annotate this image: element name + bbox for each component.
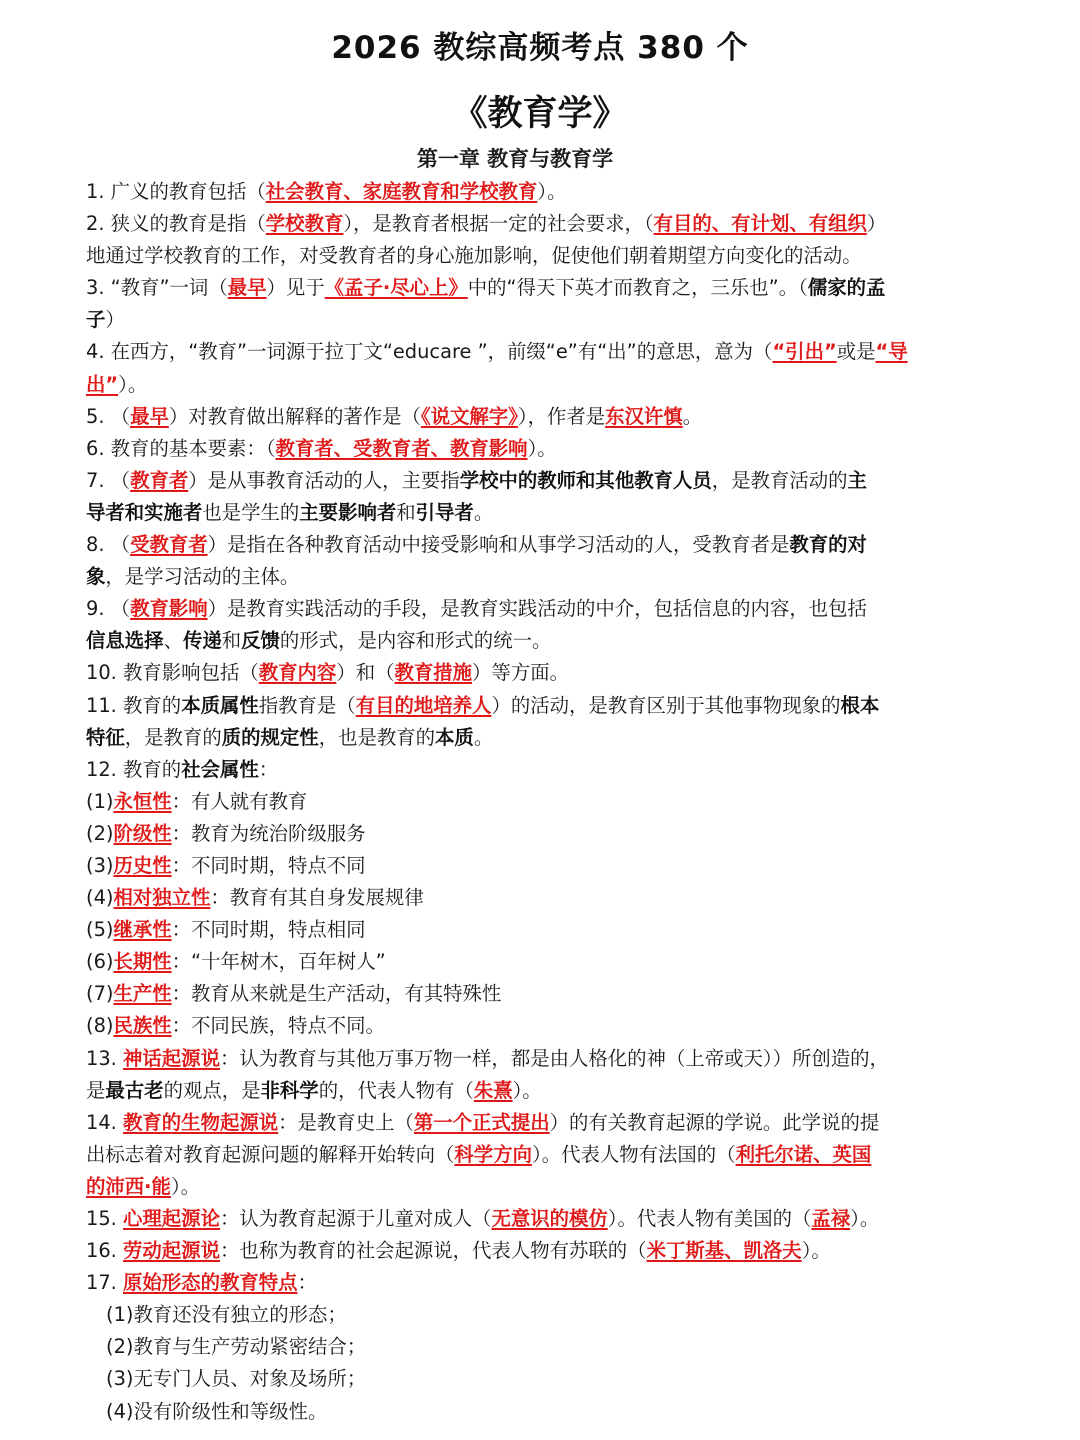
key-term: 阶级性: [113, 821, 172, 845]
note-line: [86, 1075, 946, 1107]
list-item-text: (3)无专门人员、对象及场所；: [106, 1367, 367, 1391]
note-text: 4. 在西方，“教育”一词源于拉丁文“educare ”，前缀“e”有“出”的意思，意为（: [86, 340, 773, 364]
note-text: ）见于: [266, 276, 325, 300]
note-text: ）。: [527, 436, 557, 460]
note-text: ）是教育实践活动的手段，是教育实践活动的中介，包括信息的内容，也包括: [207, 597, 867, 621]
note-text: 地通过学校教育的工作，对受教育者的身心施加影响，促使他们朝着期望方向变化的活动。: [86, 244, 862, 268]
note-text: ）: [866, 212, 887, 236]
note-text: 中的“得天下英才而教育之，三乐也”。（: [467, 276, 808, 300]
note-text: 5. （: [86, 404, 131, 428]
bold-term: 根本: [840, 693, 880, 717]
note-text: (2): [86, 821, 114, 845]
note-line: [86, 304, 946, 336]
note-line: [86, 914, 946, 946]
note-line: [86, 882, 946, 914]
note-text: ：也称为教育的社会起源说，代表人物有苏联的（: [219, 1239, 647, 1263]
note-text: 6. 教育的基本要素：（: [86, 436, 276, 460]
bold-term: 儒家的孟: [807, 276, 886, 300]
note-text: ：教育有其自身发展规律: [210, 886, 424, 910]
note-line: [86, 497, 946, 529]
bold-term: 特征: [86, 725, 125, 749]
note-line: [86, 1043, 946, 1075]
note-text: 指教育是（: [258, 693, 356, 717]
key-term: 教育措施: [394, 661, 473, 685]
key-term: 有目的、有计划、有组织: [653, 212, 867, 236]
note-text: ）。代表人物有法国的（: [531, 1142, 736, 1166]
note-text: 1. 广义的教育包括（: [86, 180, 266, 203]
key-term: 第一个正式提出: [413, 1110, 550, 1134]
list-item-text: (1)教育还没有独立的形态；: [106, 1303, 347, 1327]
note-text: (7): [86, 982, 114, 1006]
note-line: [86, 1107, 946, 1139]
key-term: 科学方向: [454, 1142, 532, 1166]
chapter-heading: 第一章 教育与教育学: [416, 147, 614, 171]
key-term: 生产性: [113, 982, 172, 1006]
note-line: [86, 1299, 946, 1331]
note-text: ，是学习活动的主体。: [105, 565, 300, 589]
note-line: [86, 1235, 946, 1267]
bold-term: 本质: [435, 725, 474, 749]
note-text: 2. 狭义的教育是指（: [86, 212, 266, 236]
key-term: 教育的生物起源说: [123, 1110, 279, 1134]
note-text: ）的有关教育起源的学说。此学说的提: [549, 1110, 880, 1134]
note-text: ）是从事教育活动的人，主要指: [188, 468, 460, 492]
note-text: 8. （: [86, 533, 131, 557]
key-term: 东汉许慎: [605, 404, 683, 428]
note-text: ：是教育史上（: [278, 1110, 414, 1134]
note-line: [86, 946, 946, 978]
note-text: ：有人就有教育: [171, 789, 308, 813]
key-term: 教育者、受教育者、教育影响: [275, 436, 528, 460]
key-term: 相对独立性: [113, 886, 211, 910]
note-text: 3. “教育”一词（: [86, 276, 228, 300]
note-text: 也是学生的: [202, 500, 300, 524]
key-term: 教育者: [130, 468, 189, 492]
bold-term: 社会属性: [181, 757, 259, 781]
note-text: ：不同时期，特点相同: [171, 918, 366, 942]
note-line: [86, 1363, 946, 1395]
key-term: 心理起源论: [123, 1207, 220, 1230]
note-text: ），是教育者根据一定的社会要求，（: [343, 212, 654, 236]
key-term: “引出”: [772, 340, 837, 364]
book-title: 《教育学》: [452, 94, 628, 134]
key-term: 劳动起源说: [123, 1239, 220, 1263]
note-text: ）。: [537, 180, 567, 203]
key-term: 孟禄: [811, 1207, 851, 1230]
note-line: [86, 529, 946, 561]
note-text: ）。代表人物有美国的（: [607, 1207, 812, 1230]
key-term: 利托尔诺、英国: [735, 1142, 872, 1166]
key-term: 有目的地培养人: [355, 693, 492, 717]
note-text: 7. （: [86, 468, 131, 492]
note-text: ：教育从来就是生产活动，有其特殊性: [171, 982, 502, 1006]
note-line: [86, 465, 946, 497]
note-text: ）和（: [336, 661, 395, 685]
note-text: (3): [86, 853, 114, 877]
note-line: [86, 690, 946, 722]
note-text: ）等方面。: [472, 661, 569, 685]
key-term: 社会教育、家庭教育和学校教育: [265, 180, 538, 203]
note-text: 是: [86, 1078, 106, 1102]
note-text: 16.: [86, 1239, 124, 1263]
note-text: 12. 教育的: [86, 757, 182, 781]
key-term: 无意识的模仿: [491, 1207, 608, 1230]
note-text: 和: [396, 500, 416, 524]
key-term: 《说文解字》: [420, 404, 518, 428]
note-text: ，是教育的: [124, 725, 222, 749]
note-text: ，是教育活动的: [711, 468, 848, 492]
bold-term: 反馈: [241, 629, 280, 653]
key-term: 永恒性: [113, 789, 172, 813]
note-text: ）: [105, 308, 125, 332]
list-item-text: (4)没有阶级性和等级性。: [106, 1399, 328, 1423]
note-text: 的形式，是内容和形式的统一。: [279, 629, 552, 653]
key-term: 原始形态的教育特点: [123, 1271, 298, 1295]
note-text: ，也是教育的: [318, 725, 436, 749]
note-text: 、: [163, 629, 183, 653]
bold-term: 象: [86, 565, 106, 589]
note-text: ：认为教育起源于儿童对成人（: [219, 1207, 492, 1230]
note-line: [86, 1203, 946, 1235]
note-line: [86, 818, 946, 850]
note-line: [86, 1396, 946, 1428]
note-line: [86, 786, 946, 818]
note-line: [86, 850, 946, 882]
key-term: 继承性: [113, 918, 172, 942]
note-line: [86, 369, 946, 401]
bold-term: 信息选择: [86, 629, 164, 653]
key-term: 出”: [86, 372, 119, 396]
note-text: (1): [86, 789, 114, 813]
note-text: 13.: [86, 1046, 124, 1070]
note-text: 9. （: [86, 597, 131, 621]
note-line: [86, 433, 946, 465]
key-term: 朱熹: [473, 1078, 513, 1102]
note-text: 的观点，是: [163, 1078, 261, 1102]
note-line: [86, 336, 946, 368]
list-item-text: (2)教育与生产劳动紧密结合；: [106, 1335, 367, 1359]
note-text: (8): [86, 1014, 114, 1038]
key-term: 米丁斯基、凯洛夫: [646, 1239, 802, 1263]
note-text: ：不同民族，特点不同。: [171, 1014, 385, 1038]
bold-term: 导者和实施者: [86, 500, 203, 524]
key-term: 历史性: [113, 853, 172, 877]
key-term: 教育内容: [258, 661, 337, 685]
note-text: (4): [86, 886, 114, 910]
notes-body: [86, 176, 946, 1428]
note-text: 14.: [86, 1110, 124, 1134]
note-text: 出标志着对教育起源问题的解释开始转向（: [86, 1142, 455, 1166]
note-line: [86, 593, 946, 625]
key-term: “导: [875, 340, 908, 364]
note-text: ：认为教育与其他万事万物一样，都是由人格化的神（上帝或天））所创造的，: [219, 1046, 889, 1070]
note-line: [86, 401, 946, 433]
key-term: 长期性: [113, 950, 172, 974]
key-term: 神话起源说: [123, 1046, 220, 1070]
note-text: ）。: [118, 372, 148, 396]
note-text: 10. 教育影响包括（: [86, 661, 259, 685]
note-text: ）。: [801, 1239, 831, 1263]
note-line: [86, 657, 946, 689]
key-term: 最早: [130, 404, 169, 428]
bold-term: 质的规定性: [221, 725, 319, 749]
note-text: 。: [473, 725, 494, 749]
note-line: [86, 978, 946, 1010]
note-text: ：不同时期，特点不同: [171, 853, 366, 877]
bold-term: 主: [847, 468, 867, 492]
note-line: [86, 561, 946, 593]
note-line: [86, 208, 946, 240]
note-line: [86, 754, 946, 786]
bold-term: 引导者: [415, 500, 474, 524]
note-text: ：“十年树木，百年树人”: [171, 950, 386, 974]
note-line: [86, 1267, 946, 1299]
note-text: ），作者是: [517, 404, 606, 428]
note-text: ）是指在各种教育活动中接受影响和从事学习活动的人，受教育者是: [207, 533, 790, 557]
note-text: (6): [86, 950, 114, 974]
note-text: ：: [297, 1271, 317, 1295]
note-text: 15.: [86, 1207, 124, 1230]
note-line: [86, 176, 946, 208]
bold-term: 非科学: [260, 1078, 319, 1102]
note-line: [86, 722, 946, 754]
note-text: ：教育为统治阶级服务: [171, 821, 366, 845]
note-line: [86, 272, 946, 304]
bold-term: 学校中的教师和其他教育人员: [459, 468, 712, 492]
note-line: [86, 625, 946, 657]
note-line: [86, 1171, 946, 1203]
bold-term: 最古老: [105, 1078, 164, 1102]
key-term: 教育影响: [130, 597, 208, 621]
key-term: 的沛西·能: [86, 1174, 171, 1198]
bold-term: 传递: [182, 629, 222, 653]
note-text: ：: [258, 757, 279, 781]
note-text: 和: [221, 629, 242, 653]
bold-term: 教育的对: [789, 533, 867, 557]
note-text: ）。: [170, 1174, 201, 1198]
note-text: (5): [86, 918, 114, 942]
note-line: [86, 1139, 946, 1171]
note-text: 11. 教育的: [86, 693, 182, 717]
key-term: 受教育者: [130, 533, 208, 557]
bold-term: 子: [86, 308, 106, 332]
note-text: 或是: [836, 340, 876, 364]
note-text: 的，代表人物有（: [318, 1078, 474, 1102]
note-line: [86, 1010, 946, 1042]
key-term: 最早: [227, 276, 267, 300]
bold-term: 本质属性: [181, 693, 259, 717]
key-term: 学校教育: [265, 212, 344, 236]
key-term: 《孟子·尽心上》: [324, 276, 468, 300]
note-text: 17.: [86, 1271, 124, 1295]
note-text: ）的活动，是教育区别于其他事物现象的: [491, 693, 841, 717]
bold-term: 主要影响者: [299, 500, 397, 524]
note-text: ）。: [850, 1207, 880, 1230]
note-line: [86, 1331, 946, 1363]
key-term: 民族性: [113, 1014, 172, 1038]
note-text: 。: [473, 500, 494, 524]
note-text: ）。: [512, 1078, 542, 1102]
note-text: 。: [682, 404, 703, 428]
note-text: ）对教育做出解释的著作是（: [168, 404, 421, 428]
note-line: [86, 240, 946, 272]
document-title: 2026 教综高频考点 380 个: [331, 30, 749, 66]
